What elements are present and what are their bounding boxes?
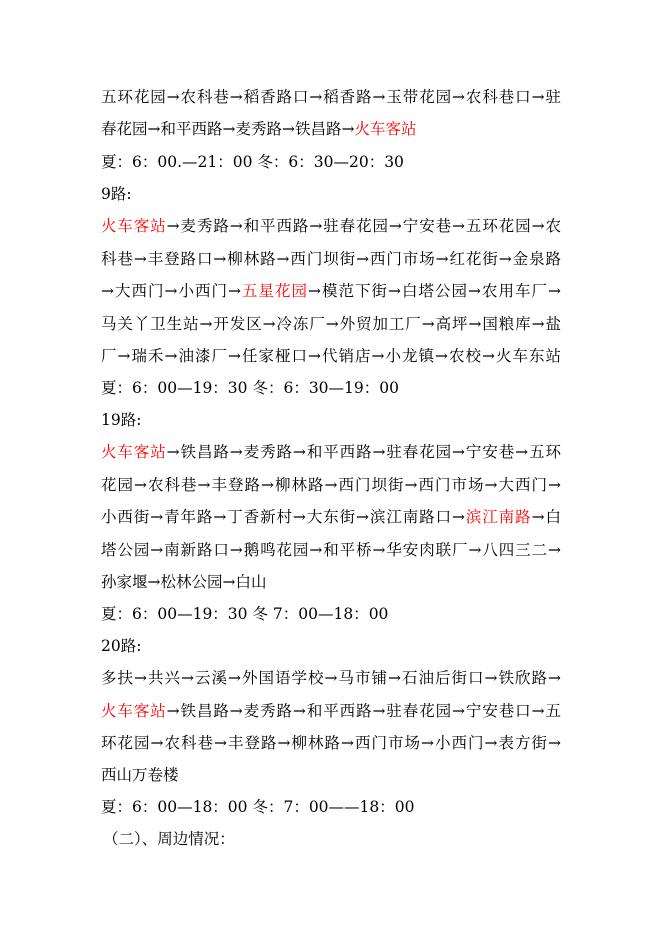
- route-20-heading: 20路:: [101, 637, 142, 655]
- route-20-schedule: 夏：6：00—18：00 冬：7：00——18：00: [101, 798, 415, 816]
- route-19-line-2: [101, 475, 561, 495]
- route-19-heading: 19路:: [101, 411, 142, 429]
- route-9-schedule: 夏：6：00—19：30 冬：6：30—19：00: [101, 379, 399, 397]
- route-prev-line-1-seg-1: 五环花园→农科巷→稻香路口→稻香路→玉带花园→农科巷口→驻: [101, 88, 561, 106]
- route-9-line-5: [101, 346, 561, 366]
- route-prev-line-2: [101, 119, 561, 139]
- route-19-line-2-seg-1: 花园→农科巷→丰登路→柳林路→西门坝街→西门市场→大西门→: [101, 476, 561, 494]
- route-19-line-1: [101, 442, 561, 462]
- route-20-line-4: [101, 765, 561, 785]
- route-9-line-3-seg-2-highlight: 五星花园: [240, 282, 308, 300]
- section-heading-surroundings: （二）、周边情况：: [103, 830, 235, 848]
- route-20-line-1-seg-1: 多扶→共兴→云溪→外国语学校→马市铺→石油后街口→铁欣路→: [101, 669, 561, 687]
- route-19-line-1-seg-1-highlight: 火车客站: [101, 443, 167, 461]
- route-19-line-3-seg-1: 小西街→青年路→丁香新村→大东街→滨江南路口→: [101, 508, 465, 526]
- route-20-line-2-seg-1-highlight: 火车客站: [101, 702, 167, 720]
- route-20-line-4-seg-1: 西山万卷楼: [101, 766, 179, 784]
- route-9-line-4-seg-1: 马关丫卫生站→开发区→冷冻厂→外贸加工厂→高坪→国粮库→盐: [101, 315, 561, 333]
- route-19-line-3: [101, 507, 561, 527]
- route-9-line-5-seg-1: 厂→瑞禾→油漆厂→任家桠口→代销店→小龙镇→农校→火车东站: [101, 347, 561, 365]
- route-prev-line-2-seg-1: 春花园→和平西路→麦秀路→铁昌路→: [101, 120, 355, 138]
- route-9-line-3-seg-3: →模范下街→白塔公园→农用车厂→: [308, 282, 561, 300]
- route-9-line-3-seg-1: →大西门→小西门→: [101, 282, 241, 300]
- route-9-heading: 9路:: [101, 185, 132, 203]
- route-9-line-1: [101, 216, 561, 236]
- route-9-line-1-seg-1-highlight: 火车客站: [101, 217, 167, 235]
- route-9-line-4: [101, 314, 561, 334]
- route-19-line-4: [101, 540, 561, 560]
- route-19-line-3-seg-3: →白: [531, 508, 561, 526]
- route-19-line-5: [101, 572, 561, 592]
- route-9-line-2-seg-1: 科巷→丰登路口→柳林路→西门坝街→西门市场→红花街→金泉路: [101, 250, 561, 268]
- route-19-line-5-seg-1: 孙家堰→松林公园→白山: [101, 573, 267, 591]
- route-19-schedule: 夏：6：00—19：30 冬 7：00—18：00: [101, 605, 389, 623]
- route-prev-line-1: [101, 87, 561, 107]
- route-20-line-3-seg-1: 环花园→农科巷→丰登路→柳林路→西门市场→小西门→表方街→: [101, 734, 561, 752]
- route-9-line-3: [101, 281, 561, 301]
- route-19-line-3-seg-2-highlight: 滨江南路: [465, 508, 532, 526]
- route-20-line-3: [101, 733, 561, 753]
- route-19-line-1-seg-2: →铁昌路→麦秀路→和平西路→驻春花园→宁安巷→五环: [166, 443, 561, 461]
- route-prev-schedule: 夏：6：00.—21：00 冬：6：30—20：30: [101, 153, 404, 171]
- route-19-line-4-seg-1: 塔公园→南新路口→鹅鸣花园→和平桥→华安肉联厂→八四三二→: [101, 541, 561, 559]
- route-20-line-2: [101, 701, 561, 721]
- route-20-line-1: [101, 668, 561, 688]
- route-20-line-2-seg-2: →铁昌路→麦秀路→和平西路→驻春花园→宁安巷口→五: [166, 702, 561, 720]
- route-9-line-2: [101, 249, 561, 269]
- route-9-line-1-seg-2: →麦秀路→和平西路→驻春花园→宁安巷→五环花园→农: [166, 217, 561, 235]
- route-prev-line-2-seg-2-highlight: 火车客站: [354, 120, 417, 138]
